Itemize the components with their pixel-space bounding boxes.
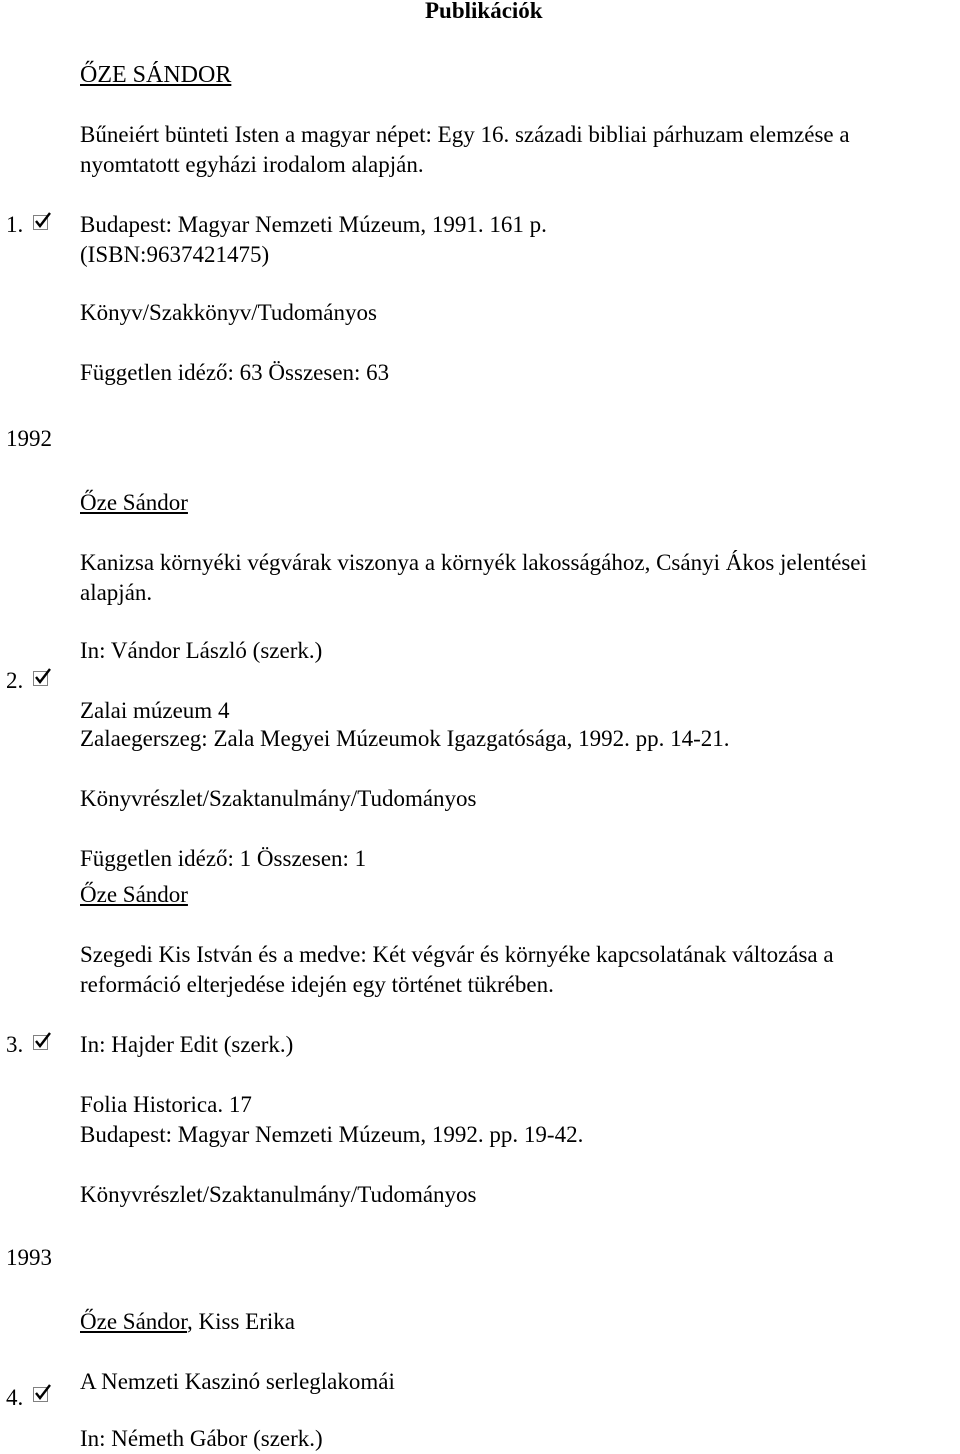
checked-checkbox-icon[interactable] <box>32 668 52 688</box>
entry-4-editor: In: Németh Gábor (szerk.) <box>80 1426 323 1451</box>
main-author-link[interactable]: ŐZE SÁNDOR <box>80 62 232 88</box>
entry-2-series: Zalai múzeum 4 <box>80 698 230 723</box>
year-1992: 1992 <box>6 426 52 451</box>
entry-3-author-link[interactable]: Őze Sándor <box>80 882 188 907</box>
entry-1-isbn: (ISBN:9637421475) <box>80 242 270 267</box>
entry-3-series: Folia Historica. 17 <box>80 1092 252 1117</box>
entry-4-authors <box>80 1307 295 1337</box>
entry-4-coauthor: , Kiss Erika <box>187 1309 295 1334</box>
entry-4-title-line1: A Nemzeti Kaszinó serleglakomái <box>80 1369 395 1394</box>
entry-3-type: Könyvrészlet/Szaktanulmány/Tudományos <box>80 1182 477 1207</box>
entry-1-citations: Független idéző: 63 Összesen: 63 <box>80 360 390 385</box>
year-1993: 1993 <box>6 1245 52 1270</box>
entry-1-title-line1: Bűneiért bünteti Isten a magyar népet: Egy 16. századi bibliai párhuzam elemzése a <box>80 122 850 147</box>
entry-1-publisher: Budapest: Magyar Nemzeti Múzeum, 1991. 161 p. <box>80 212 547 237</box>
entry-3-editor: In: Hajder Edit (szerk.) <box>80 1032 294 1057</box>
entry-4-author-link[interactable]: Őze Sándor <box>80 1309 188 1334</box>
entry-2-citations: Független idéző: 1 Összesen: 1 <box>80 846 367 871</box>
entry-1-title-line2: nyomtatott egyházi irodalom alapján. <box>80 152 424 177</box>
entry-1-number: 1. <box>6 212 24 237</box>
entry-2-type: Könyvrészlet/Szaktanulmány/Tudományos <box>80 786 477 811</box>
entry-2-title-line1: Kanizsa környéki végvárak viszonya a környék lakosságához, Csányi Ákos jelentései <box>80 550 867 575</box>
entry-2-publisher: Zalaegerszeg: Zala Megyei Múzeumok Igazgatósága, 1992. pp. 14-21. <box>80 726 730 751</box>
checked-checkbox-icon[interactable] <box>32 1032 52 1052</box>
checked-checkbox-icon[interactable] <box>32 212 52 232</box>
entry-2-editor: In: Vándor László (szerk.) <box>80 638 323 663</box>
page-title: Publikációk <box>425 0 543 23</box>
entry-2-author-link[interactable]: Őze Sándor <box>80 490 188 515</box>
entry-3-title-line1: Szegedi Kis István és a medve: Két végvár és környéke kapcsolatának változása a <box>80 942 834 967</box>
entry-4-number: 4. <box>6 1385 24 1410</box>
entry-1-type: Könyv/Szakkönyv/Tudományos <box>80 300 377 325</box>
entry-2-title-line2: alapján. <box>80 580 153 605</box>
entry-3-number: 3. <box>6 1032 24 1057</box>
entry-3-title-line2: reformáció elterjedése idején egy történet tükrében. <box>80 972 554 997</box>
entry-3-publisher: Budapest: Magyar Nemzeti Múzeum, 1992. pp. 19-42. <box>80 1122 584 1147</box>
checked-checkbox-icon[interactable] <box>32 1384 52 1404</box>
entry-2-number: 2. <box>6 668 24 693</box>
